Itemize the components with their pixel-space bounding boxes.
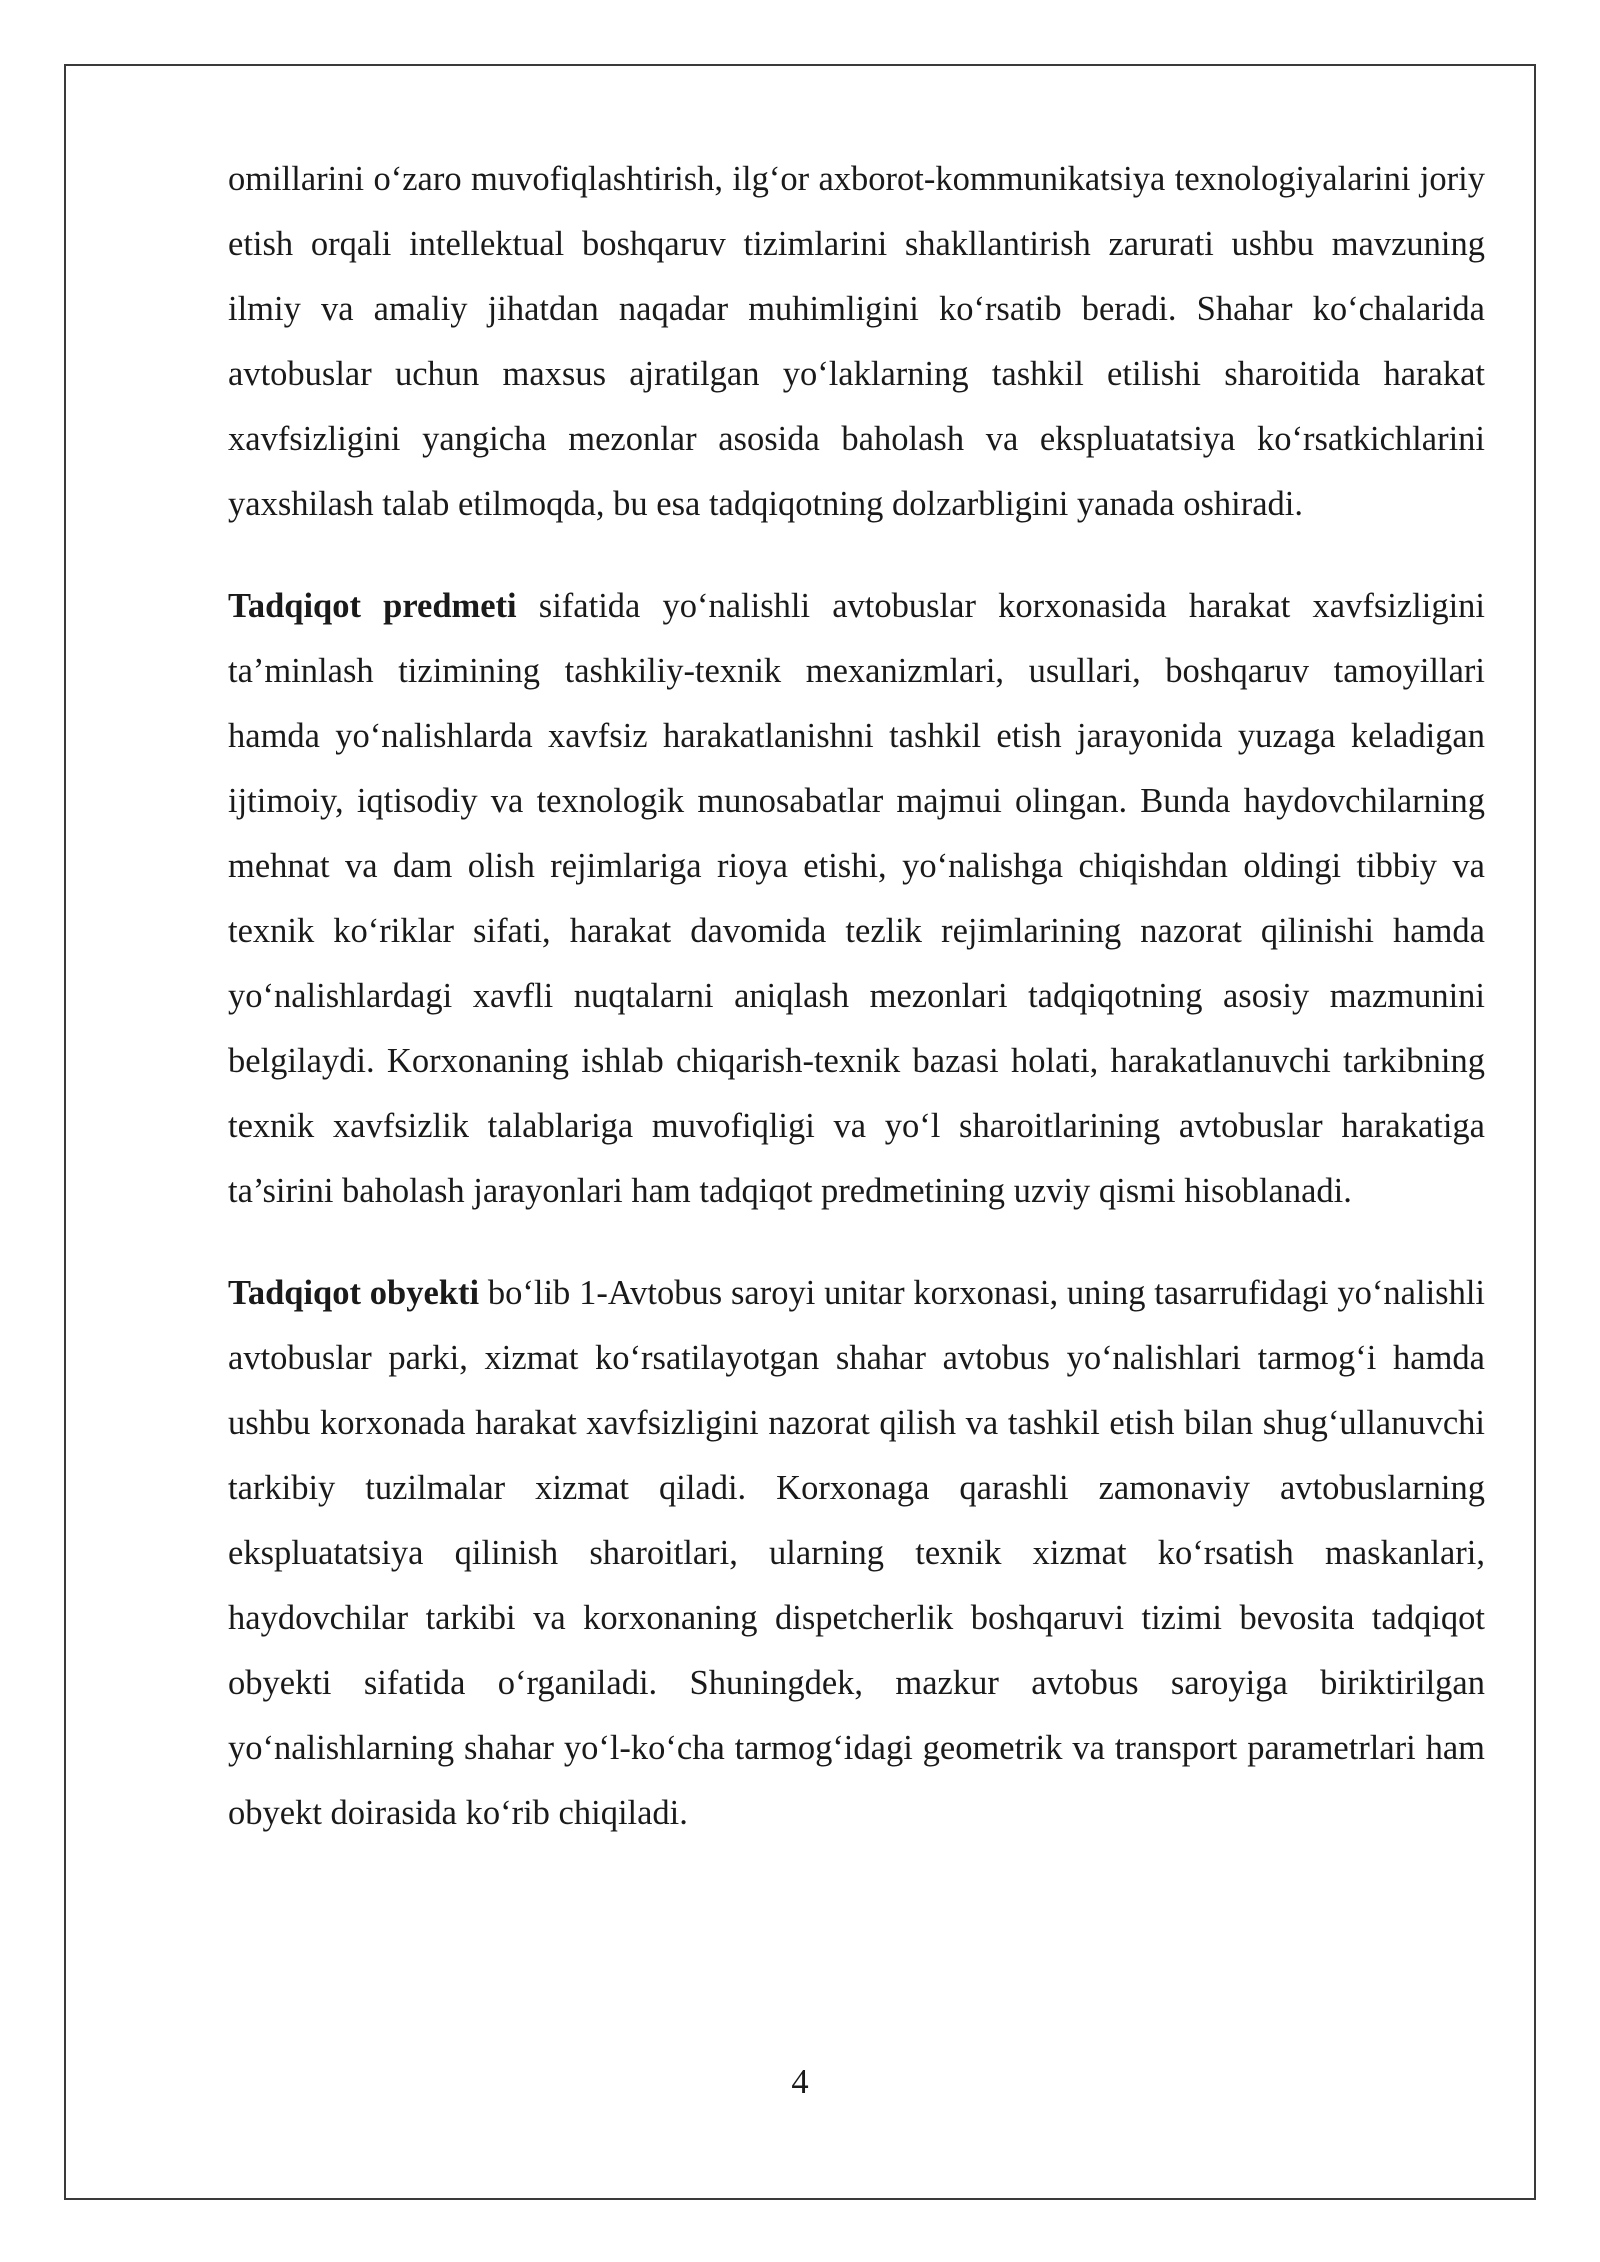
document-body bbox=[228, 147, 1485, 1846]
paragraph-research-subject bbox=[228, 574, 1485, 1224]
page-number: 4 bbox=[791, 2063, 809, 2101]
paragraph-text: sifatida yo‘nalishli avtobuslar korxonasida harakat xavfsizligini ta’minlash tizimining tashkiliy-texnik mexanizmlari, usullari, boshqaruv tamoyillari hamda yo‘nalishlarda xavfsiz harakatlanishni tashkil etish jarayonida yuzaga keladigan ijtimoiy, iqtisodiy va texnologik munosabatlar majmui olingan. Bunda haydovchilarning mehnat va dam olish rejimlariga rioya etishi, yo‘nalishga chiqishdan oldingi tibbiy va texnik ko‘riklar sifati, harakat davomida tezlik rejimlarining nazorat qilinishi hamda yo‘nalishlardagi xavfli nuqtalarni aniqlash mezonlari tadqiqotning asosiy mazmunini belgilaydi. Korxonaning ishlab chiqarish-texnik bazasi holati, harakatlanuvchi tarkibning texnik xavfsizlik talablariga muvofiqligi va yo‘l sharoitlarining avtobuslar harakatiga ta’sirini baholash jarayonlari ham tadqiqot predmetining uzviy qismi hisoblanadi. bbox=[228, 587, 1485, 1210]
paragraph-continuation bbox=[228, 147, 1485, 537]
paragraph-text: bo‘lib 1-Avtobus saroyi unitar korxonasi, uning tasarrufidagi yo‘nalishli avtobuslar parki, xizmat ko‘rsatilayotgan shahar avtobus yo‘nalishlari tarmog‘i hamda ushbu korxonada harakat xavfsizligini nazorat qilish va tashkil etish bilan shug‘ullanuvchi tarkibiy tuzilmalar xizmat qiladi. Korxonaga qarashli zamonaviy avtobuslarning ekspluatatsiya qilinish sharoitlari, ularning texnik xizmat ko‘rsatish maskanlari, haydovchilar tarkibi va korxonaning dispetcherlik boshqaruvi tizimi bevosita tadqiqot obyekti sifatida o‘rganiladi. Shuningdek, mazkur avtobus saroyiga biriktirilgan yo‘nalishlarning shahar yo‘l-ko‘cha tarmog‘idagi geometrik va transport parametrlari ham obyekt doirasida ko‘rib chiqiladi. bbox=[228, 1274, 1485, 1832]
paragraph-research-object bbox=[228, 1261, 1485, 1846]
paragraph-term: Tadqiqot obyekti bbox=[228, 1274, 480, 1312]
paragraph-term: Tadqiqot predmeti bbox=[228, 587, 517, 625]
paragraph-text: omillarini o‘zaro muvofiqlashtirish, ilg‘or axborot-kommunikatsiya texnologiyalarini joriy etish orqali intellektual boshqaruv tizimlarini shakllantirish zarurati ushbu mavzuning ilmiy va amaliy jihatdan naqadar muhimligini ko‘rsatib beradi. Shahar ko‘chalarida avtobuslar uchun maxsus ajratilgan yo‘laklarning tashkil etilishi sharoitida harakat xavfsizligini yangicha mezonlar asosida baholash va ekspluatatsiya ko‘rsatkichlarini yaxshilash talab etilmoqda, bu esa tadqiqotning dolzarbligini yanada oshiradi. bbox=[228, 160, 1485, 523]
